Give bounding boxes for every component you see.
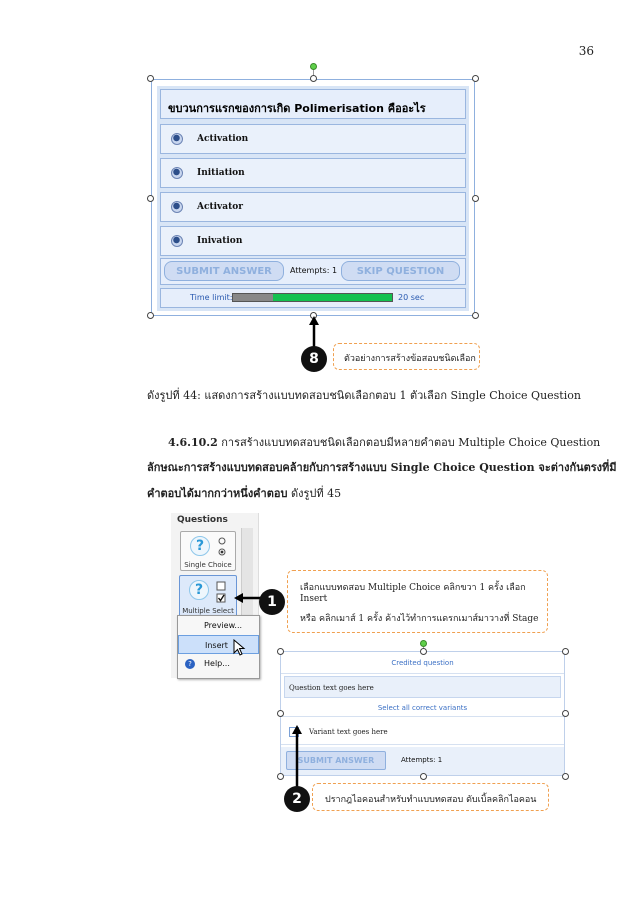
page-number: 36 (578, 44, 594, 58)
step-badge: 1 (259, 589, 285, 615)
callout-text: เลือกแบบทดสอบ Multiple Choice คลิกขวา 1 ครั้ง เลือก Insert (300, 583, 526, 604)
submit-answer-button[interactable]: SUBMIT ANSWER (286, 751, 386, 770)
resize-handle[interactable] (147, 195, 154, 202)
menu-item-label: Help... (204, 659, 230, 668)
resize-handle[interactable] (420, 773, 427, 780)
time-progress-fill (273, 294, 392, 301)
attempts-label: Attempts: 1 (401, 756, 443, 764)
checkbox-options-icon (216, 581, 228, 605)
rotation-handle[interactable] (310, 63, 317, 70)
callout-box: ตัวอย่างการสร้างข้อสอบชนิดเลือก (333, 343, 480, 370)
figure-caption: ดังรูปที่ 44: แสดงการสร้างแบบทดสอบชนิดเลือกตอบ 1 ตัวเลือก Single Choice Question (147, 389, 581, 402)
resize-handle[interactable] (562, 773, 569, 780)
resize-handle[interactable] (147, 312, 154, 319)
menu-item-insert[interactable]: Insert (178, 635, 259, 654)
resize-handle[interactable] (562, 710, 569, 717)
radio-button[interactable] (171, 133, 183, 145)
submit-row (281, 747, 564, 775)
resize-handle[interactable] (472, 195, 479, 202)
resize-handle[interactable] (562, 648, 569, 655)
option-label: Inivation (197, 236, 243, 246)
section-title: การสร้างแบบทดสอบชนิดเลือกตอบมีหลายคำตอบ Multiple Choice Question (221, 436, 601, 449)
question-text: ขบวนการแรกของการเกิด Polimerisation คืออะไร (168, 102, 426, 115)
variant-text: Variant text goes here (309, 728, 388, 736)
skip-question-button[interactable]: SKIP QUESTION (341, 261, 460, 281)
emphasis-text: คำตอบได้มากกว่าหนึ่งคำตอบ (147, 487, 288, 500)
single-choice-tile[interactable] (180, 531, 236, 571)
resize-handle[interactable] (472, 312, 479, 319)
time-value: 20 sec (398, 293, 425, 302)
question-mark-icon: ? (190, 536, 210, 556)
pointer-arrow (290, 725, 304, 787)
resize-handle[interactable] (147, 75, 154, 82)
callout-box: ปรากฎไอคอนสำหรับทำแบบทดสอบ ดับเบิ้ลคลิกไอคอน (312, 783, 549, 811)
resize-handle[interactable] (472, 75, 479, 82)
section-heading (168, 433, 600, 451)
question-mark-icon: ? (189, 580, 209, 600)
step-badge: 8 (301, 346, 327, 372)
question-panel (160, 89, 466, 119)
multiple-select-widget (280, 651, 565, 776)
option-row[interactable] (160, 192, 466, 222)
credited-question-label: Credited question (281, 652, 564, 674)
attempts-label: Attempts: 1 (290, 266, 338, 275)
callout-text: หรือ คลิกเมาส์ 1 ครั้ง ค้างไว้ทำการแดรกเมาส์มาวางที่ Stage (300, 614, 539, 624)
section-number: 4.6.10.2 (168, 436, 218, 449)
questions-panel-title: Questions (177, 515, 228, 525)
resize-handle[interactable] (277, 648, 284, 655)
resize-handle[interactable] (420, 648, 427, 655)
paragraph-line (147, 484, 341, 502)
variant-row[interactable] (281, 719, 564, 745)
option-row[interactable] (160, 226, 466, 256)
option-row[interactable] (160, 124, 466, 154)
resize-handle[interactable] (310, 75, 317, 82)
multiple-select-tile[interactable] (179, 575, 237, 617)
question-text-field[interactable]: Question text goes here (284, 676, 561, 698)
submit-answer-button[interactable]: SUBMIT ANSWER (164, 261, 284, 281)
context-menu (177, 615, 260, 679)
radio-button[interactable] (171, 201, 183, 213)
resize-handle[interactable] (277, 710, 284, 717)
step-badge: 2 (284, 786, 310, 812)
tile-label: Multiple Select (182, 607, 234, 615)
time-progress-bar (232, 293, 393, 302)
option-row[interactable] (160, 158, 466, 188)
resize-handle[interactable] (277, 773, 284, 780)
help-icon: ? (185, 659, 195, 669)
pointer-arrow (234, 590, 262, 606)
paragraph-line: ลักษณะการสร้างแบบทดสอบคล้ายกับการสร้างแบบ Single Choice Question จะต่างกันตรงที่มี (147, 461, 617, 474)
menu-item-preview[interactable]: Preview... (204, 621, 243, 630)
rotation-handle[interactable] (420, 640, 427, 647)
option-label: Activator (197, 202, 244, 212)
figure-reference: ดังรูปที่ 45 (290, 487, 342, 500)
time-limit-label: Time limit: (190, 293, 233, 302)
radio-options-icon (217, 537, 229, 559)
option-label: Activation (197, 134, 249, 144)
callout-box (287, 570, 548, 633)
mouse-cursor-icon (233, 639, 247, 657)
select-all-label: Select all correct variants (281, 699, 564, 717)
radio-button[interactable] (171, 235, 183, 247)
option-label: Initiation (197, 168, 245, 178)
radio-button[interactable] (171, 167, 183, 179)
tile-label: Single Choice (184, 561, 232, 569)
